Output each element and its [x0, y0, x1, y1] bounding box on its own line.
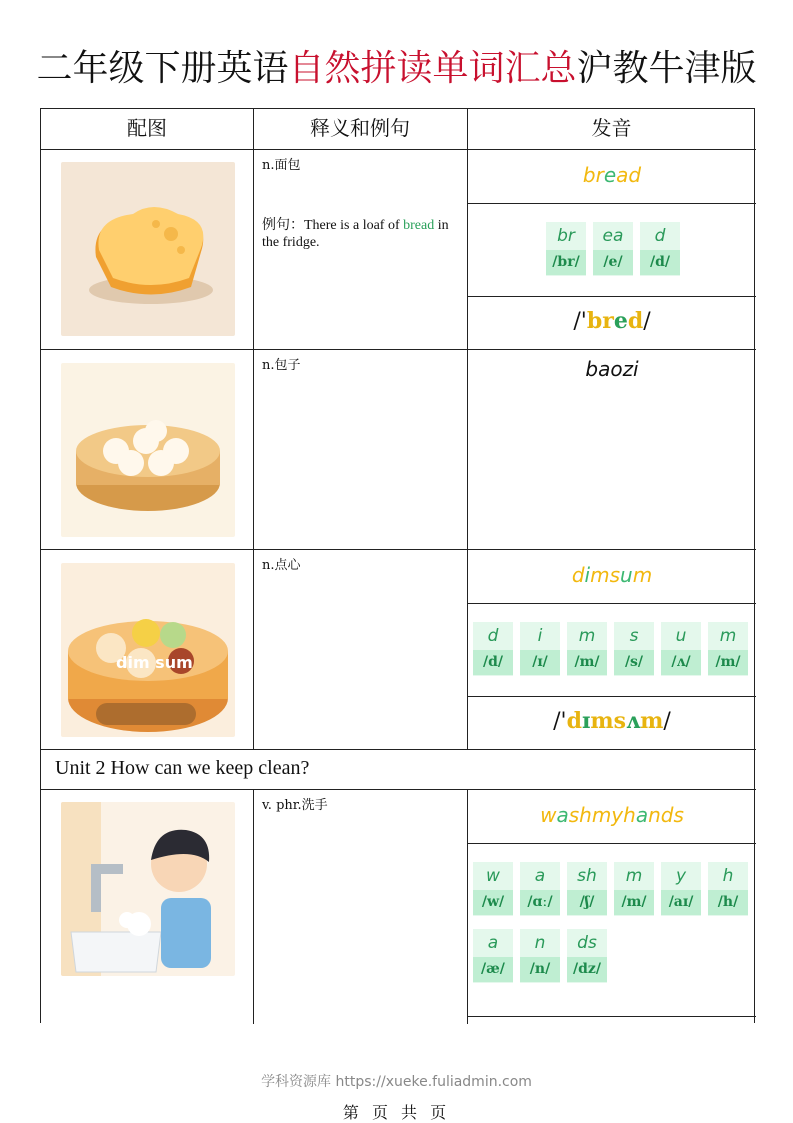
bread-letter: e	[603, 163, 617, 187]
chip-letters: sh	[577, 866, 597, 886]
dimsum-phonics-chip	[661, 622, 701, 676]
washmyhands-letter: y	[611, 803, 624, 827]
dimsum-ipa-symbol: ɪ	[582, 708, 591, 734]
washmyhands-phonics-chip	[567, 929, 607, 983]
dimsum-ipa-symbol: ʌ	[626, 708, 641, 734]
ipa-dimsum	[469, 708, 755, 734]
meaning-dimsum: n.点心	[262, 558, 301, 573]
unit-heading: Unit 2 How can we keep clean?	[55, 757, 310, 779]
washmyhands-phonics-chip	[661, 862, 701, 916]
dimsum-phonics-chip	[567, 622, 607, 676]
chip-sound: /h/	[708, 890, 748, 915]
dimsum-letter: s	[609, 563, 620, 587]
dimsum-phonics-chip	[614, 622, 654, 676]
chip-sound: /m/	[708, 650, 748, 675]
title-highlight: 自然拼读单词汇总	[288, 48, 577, 89]
washmyhands-letter: sh	[568, 803, 592, 827]
dimsum-letter: m	[632, 563, 653, 587]
word-bread	[469, 163, 755, 187]
chip-sound: /ɪ/	[520, 650, 560, 675]
washmyhands-letter: h	[623, 803, 636, 827]
chip-letters: m	[625, 866, 643, 886]
chip-letters: s	[629, 626, 639, 646]
chip-letters: u	[675, 626, 687, 646]
washmyhands-phonics-chip	[473, 862, 513, 916]
chip-sound: /m/	[567, 650, 607, 675]
washmyhands-letter: w	[540, 803, 557, 827]
chip-letters: i	[537, 626, 543, 646]
footer-page: 第 页 共 页	[342, 1103, 451, 1122]
example-sentence	[262, 217, 462, 251]
washmyhands-phonics-chip	[614, 862, 654, 916]
example-text-after: in the fridge.	[262, 218, 449, 250]
dimsum-phonics-chip	[473, 622, 513, 676]
chip-letters: a	[487, 933, 499, 953]
chip-sound: /s/	[614, 650, 654, 675]
bread-letter: r	[595, 163, 604, 187]
dimsum-letter: m	[590, 563, 610, 587]
washmyhands-letter: m	[591, 803, 612, 827]
bread-ipa-symbol: b	[586, 308, 603, 334]
chip-letters: y	[675, 866, 687, 886]
chip-letters: n	[534, 933, 546, 953]
dimsum-letter: i	[584, 563, 591, 587]
page-title	[0, 40, 793, 91]
washmyhands-letter: ds	[660, 803, 684, 827]
dimsum-phonics-chip	[708, 622, 748, 676]
chip-sound: /æ/	[473, 957, 513, 982]
dimsum-ipa-symbol: s	[613, 708, 627, 734]
example-highlight-word: bread	[403, 218, 435, 233]
chip-letters: a	[534, 866, 546, 886]
word-dimsum	[469, 563, 755, 587]
ipa-bread	[469, 308, 755, 334]
bread-ipa-symbol: e	[613, 308, 628, 334]
bread-letter: d	[628, 163, 642, 187]
washmyhands-phonics-chip	[708, 862, 748, 916]
vocabulary-table	[40, 108, 755, 1023]
chip-sound: /m/	[614, 890, 654, 915]
chip-letters: m	[578, 626, 596, 646]
washmyhands-letter: a	[556, 803, 569, 827]
dimsum-letter: d	[571, 563, 585, 587]
word-baozi: baozi	[585, 357, 639, 381]
header-image: 配图	[127, 116, 167, 140]
dim-sum-image-caption: dim sum	[116, 653, 193, 672]
washmyhands-phonics-chip	[567, 862, 607, 916]
bread-phonics-chip	[640, 222, 680, 276]
bread-letter: b	[582, 163, 596, 187]
dim-sum-basket-image	[61, 563, 235, 737]
example-label: 例句：	[262, 218, 304, 233]
chip-letters: w	[486, 866, 500, 886]
footer-source: 学科资源库 https://xueke.fuliadmin.com	[261, 1074, 532, 1090]
dimsum-ipa-symbol: m	[590, 708, 614, 734]
header-pronunciation: 发音	[591, 116, 632, 140]
bread-phonics-chip	[593, 222, 633, 276]
title-suffix: 沪教牛津版	[576, 48, 757, 89]
chip-sound: /n/	[520, 957, 560, 982]
boy-washing-hands-image	[61, 802, 235, 976]
washmyhands-phonics-chip	[520, 862, 560, 916]
title-prefix: 二年级下册英语	[36, 48, 289, 89]
dimsum-ipa-open: /'	[553, 709, 567, 734]
bread-ipa-close: /	[643, 309, 651, 334]
chip-sound: /ʌ/	[661, 650, 701, 675]
header-meaning: 释义和例句	[310, 116, 410, 140]
meaning-bread: n.面包	[262, 158, 301, 173]
bread-ipa-symbol: d	[627, 308, 644, 334]
washmyhands-phonics-chip	[520, 929, 560, 983]
dimsum-letter: u	[620, 563, 633, 587]
chip-sound: /ɑː/	[520, 890, 560, 915]
word-washmyhands	[469, 803, 755, 827]
chip-letters: d	[487, 626, 499, 646]
chip-letters: m	[719, 626, 737, 646]
dimsum-ipa-symbol: m	[640, 708, 664, 734]
chip-sound: /w/	[473, 890, 513, 915]
washmyhands-letter: n	[648, 803, 661, 827]
bread-letter: a	[616, 163, 629, 187]
dimsum-ipa-symbol: d	[566, 708, 582, 734]
bread-phonics-chip	[546, 222, 586, 276]
chip-sound: /ʃ/	[567, 890, 607, 915]
baozi-steamer-image	[61, 363, 235, 537]
example-text-before: There is a loaf of	[304, 218, 404, 233]
chip-sound: /aɪ/	[661, 890, 701, 915]
chip-letters: d	[654, 226, 666, 246]
chip-letters: ds	[577, 933, 597, 953]
chip-letters: ea	[602, 226, 624, 246]
washmyhands-phonics-chip	[473, 929, 513, 983]
meaning-washmyhands: v. phr.洗手	[262, 798, 328, 813]
chip-sound: /d/	[640, 250, 680, 275]
chip-sound: /br/	[546, 250, 586, 275]
chip-sound: /e/	[593, 250, 633, 275]
washmyhands-letter: a	[635, 803, 649, 827]
meaning-baozi: n.包子	[262, 358, 301, 373]
dimsum-phonics-chip	[520, 622, 560, 676]
chip-sound: /d/	[473, 650, 513, 675]
chip-sound: /dz/	[567, 957, 607, 982]
bread-ipa-symbol: r	[602, 308, 614, 334]
dimsum-ipa-close: /	[663, 709, 671, 734]
bread-ipa-open: /'	[573, 309, 587, 334]
chip-letters: br	[557, 226, 575, 246]
bread-toy-image	[61, 162, 235, 336]
chip-letters: h	[722, 866, 734, 886]
